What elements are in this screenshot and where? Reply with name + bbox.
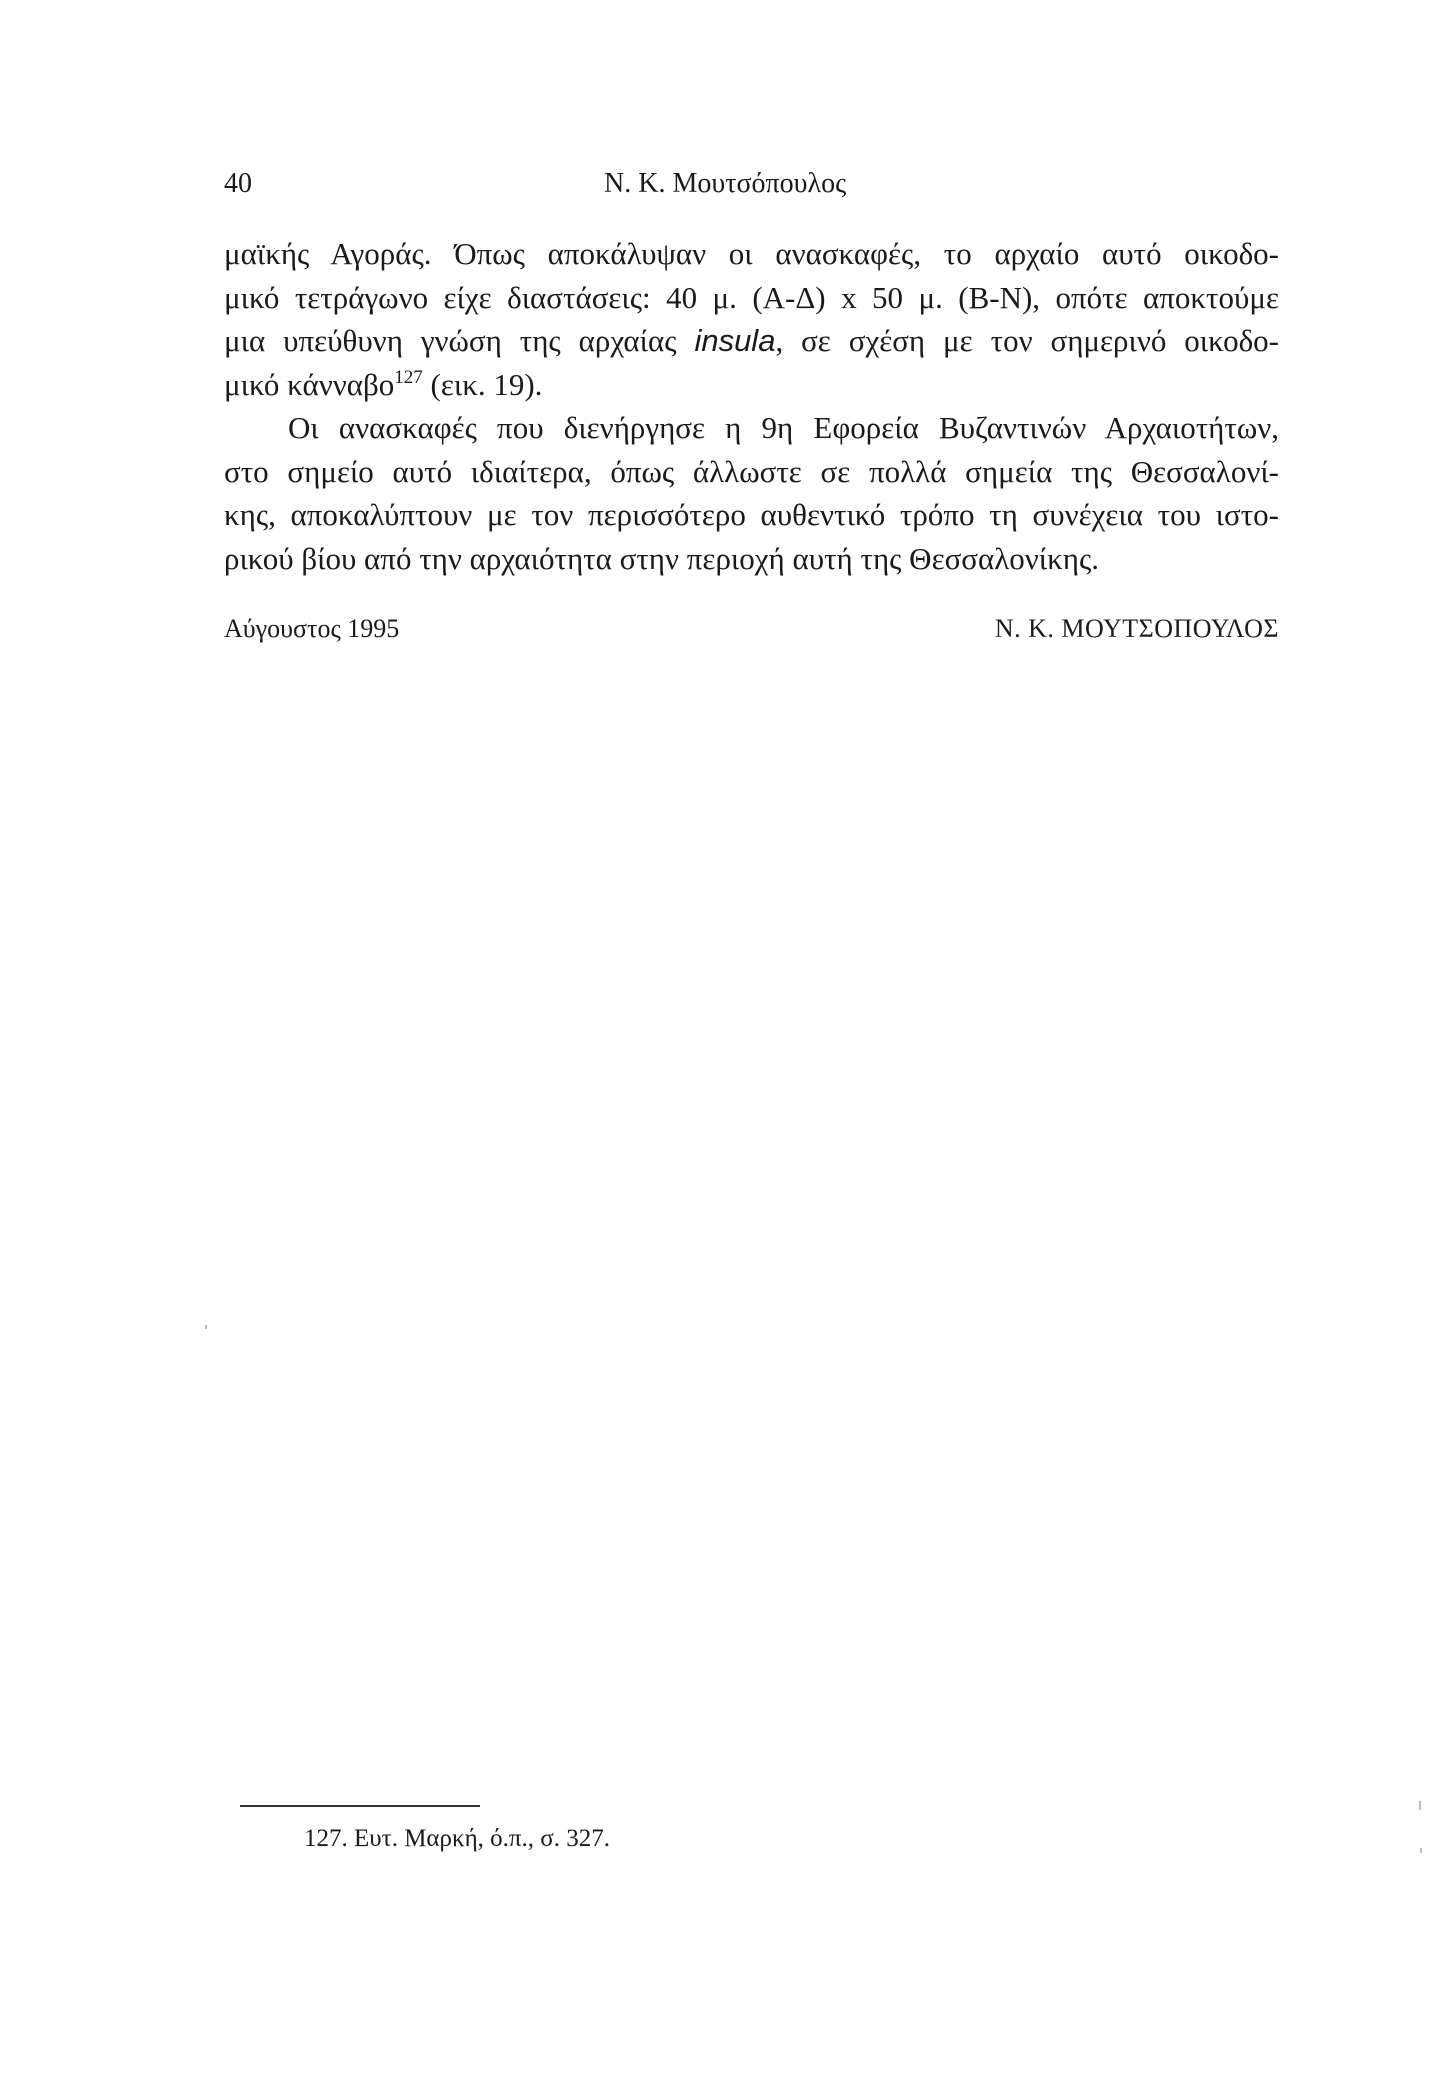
- text-line: μαϊκής Αγοράς. Όπως αποκάλυψαν οι ανασκαφές, το αρχαίο αυτό οικοδο-: [224, 236, 1279, 271]
- text-line: ρικού βίου από την αρχαιότητα στην περιοχή αυτή της Θεσσαλονίκης.: [224, 540, 1099, 576]
- scan-speck: [1419, 1801, 1421, 1810]
- signoff: [224, 614, 1279, 654]
- text-run: μια υπεύθυνη γνώση της αρχαίας: [224, 323, 695, 358]
- footnote: 127. Ευτ. Μαρκή, ό.π., σ. 327.: [304, 1825, 611, 1852]
- text-line: μικό τετράγωνο είχε διαστάσεις: 40 μ. (Α-Δ) x 50 μ. (Β-Ν), οπότε αποκτούμε: [224, 279, 1279, 315]
- text-line: [224, 363, 1279, 407]
- scan-speck: [205, 1325, 207, 1329]
- signoff-date: Αύγουστος 1995: [224, 614, 400, 643]
- text-line: Οι ανασκαφές που διενήργησε η 9η Εφορεία Βυζαντινών Αρχαιοτήτων,: [288, 410, 1279, 445]
- footnote-marker: 127: [394, 366, 423, 388]
- footnote-rule: [240, 1805, 480, 1807]
- text-run: , σε σχέση με τον σημερινό οικοδο-: [775, 323, 1279, 358]
- text-run: (εικ. 19).: [422, 366, 543, 402]
- latin-term: insula: [694, 323, 776, 358]
- page-header: [224, 168, 1279, 208]
- text-line: κης, αποκαλύπτουν με τον περισσότερο αυθεντικό τρόπο τη συνέχεια του ιστο-: [224, 497, 1279, 532]
- text-run: μικό κάνναβο: [224, 366, 395, 402]
- body-text: [224, 232, 1279, 580]
- signoff-author: Ν. Κ. ΜΟΥΤΣΟΠΟΥΛΟΣ: [994, 614, 1279, 643]
- text-line: [224, 319, 1279, 363]
- page-number: 40: [224, 168, 252, 199]
- text-line: στο σημείο αυτό ιδιαίτερα, όπως άλλωστε σε πολλά σημεία της Θεσσαλονί-: [224, 453, 1279, 489]
- running-head: Ν. Κ. Μουτσόπουλος: [604, 168, 847, 199]
- scan-speck: [1420, 1848, 1422, 1853]
